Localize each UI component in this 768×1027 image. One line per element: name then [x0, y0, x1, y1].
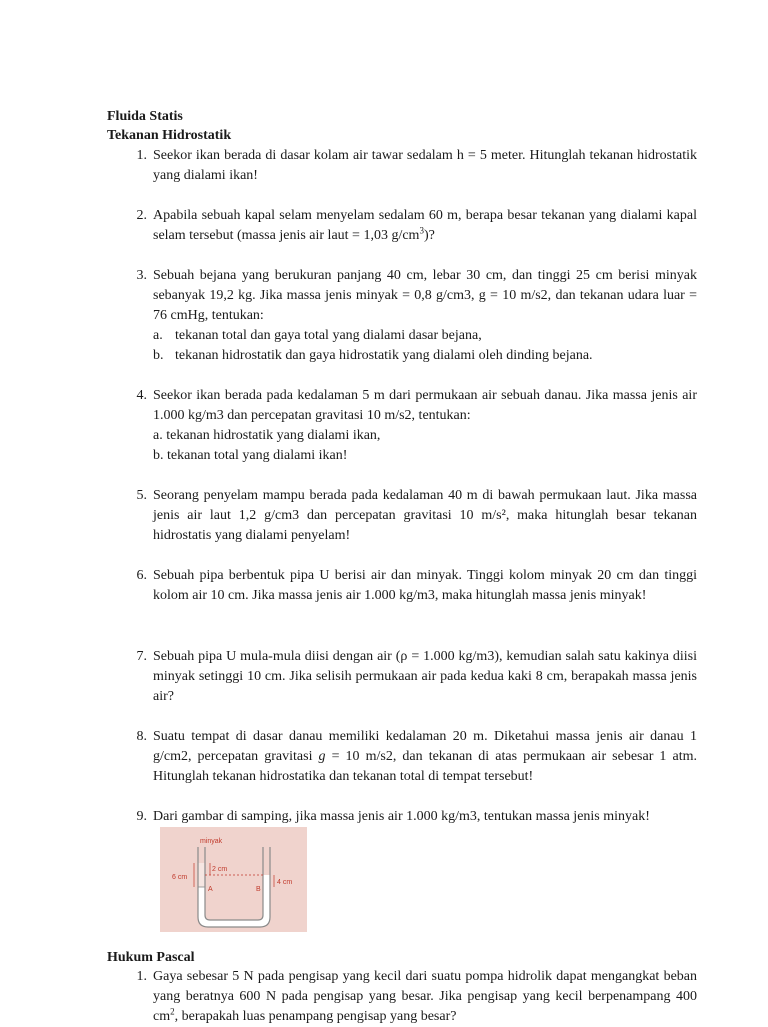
question-9 [107, 807, 697, 827]
question-2 [107, 206, 697, 246]
question-7 [107, 647, 697, 707]
question-text: Seekor ikan berada di dasar kolam air tawar sedalam h = 5 meter. Hitunglah tekanan hidrostatik yang dialami ikan! [153, 148, 697, 183]
question-number: 4. [136, 388, 147, 403]
label-2cm: 2 cm [212, 866, 228, 873]
question-number: 8. [136, 729, 147, 744]
label-minyak: minyak [200, 838, 223, 845]
pascal-question-1 [107, 967, 697, 1027]
question-text: Dari gambar di samping, jika massa jenis air 1.000 kg/m3, tentukan massa jenis minyak! [153, 809, 650, 824]
question-text: Seorang penyelam mampu berada pada kedalaman 40 m di bawah permukaan laut. Jika massa jenis air laut 1,2 g/cm3 dan percepatan gravitasi 10 m/s², maka hitunglah besar tekanan hidrostatis yang dialami penyelam! [153, 488, 697, 543]
label-4cm: 4 cm [277, 879, 293, 886]
question-text: Seekor ikan berada pada kedalaman 5 m dari permukaan air sebuah danau. Jika massa jenis air 1.000 kg/m3 dan percepatan gravitasi 10 m/s2, tentukan: [153, 388, 697, 423]
question-8 [107, 727, 697, 787]
question-text: Sebuah pipa berbentuk pipa U berisi air dan minyak. Tinggi kolom minyak 20 cm dan tinggi kolom air 10 cm. Jika massa jenis air 1.000 kg/m3, maka hitunglah massa jenis minyak! [153, 568, 697, 603]
question-4 [107, 386, 697, 466]
question-1 [107, 146, 697, 186]
document-title: Fluida Statis [107, 109, 183, 124]
question-5 [107, 486, 697, 546]
question-number: 7. [136, 649, 147, 664]
u-tube-figure [160, 827, 307, 932]
sub-item-a: a. tekanan hidrostatik yang dialami ikan, [153, 428, 381, 443]
label-a: A [208, 886, 213, 893]
question-text: Gaya sebesar 5 N pada pengisap yang kecil dari suatu pompa hidrolik dapat mengangkat beban yang beratnya 600 N pada pengisap yang besar. Jika pengisap yang kecil berpenampang 400 $cm^2$, berapakah luas penampang pengisap yang besar? [153, 969, 697, 1024]
question-text: Suatu tempat di dasar danau memiliki kedalaman 20 m. Diketahui massa jenis air danau 1 g/cm2, percepatan gravitasi g = 10 m/s2, dan tekanan di atas permukaan air sebesar 1 atm. Hitunglah tekanan hidrostatika dan tekanan total di tempat tersebut! [153, 729, 697, 784]
sub-item-b: b. tekanan total yang dialami ikan! [153, 448, 348, 463]
question-6 [107, 566, 697, 606]
section-heading-hidrostatik: Tekanan Hidrostatik [107, 128, 232, 143]
question-number: 6. [136, 568, 147, 583]
question-text: Sebuah pipa U mula-mula diisi dengan air (ρ = 1.000 kg/m3), kemudian salah satu kakinya diisi minyak setinggi 10 cm. Jika selisih permukaan air pada kedua kaki 8 cm, berapakah massa jenis air? [153, 649, 697, 704]
question-number: 1. [136, 969, 147, 984]
question-text: Apabila sebuah kapal selam menyelam sedalam 60 m, berapa besar tekanan yang dialami kapal selam tersebut (massa jenis air laut = 1,03 $g/cm^3$)? [153, 208, 697, 243]
question-number: 2. [136, 208, 147, 223]
u-tube-diagram [160, 827, 307, 932]
tube-inner-wall [205, 847, 263, 920]
question-number: 3. [136, 268, 147, 283]
question-text: Sebuah bejana yang berukuran panjang 40 cm, lebar 30 cm, dan tinggi 25 cm berisi minyak sebanyak 19,2 kg. Jika massa jenis minyak = 0,8 g/cm3, g = 10 m/s2, dan tekanan udara luar = 76 cmHg, tentukan: [153, 268, 697, 323]
sub-item-b: b. tekanan hidrostatik dan gaya hidrostatik yang dialami oleh dinding bejana. [153, 348, 593, 363]
question-number: 1. [136, 148, 147, 163]
sub-item-a: a. tekanan total dan gaya total yang dialami dasar bejana, [153, 328, 482, 343]
question-3 [107, 266, 697, 366]
question-number: 5. [136, 488, 147, 503]
water-column [198, 875, 270, 927]
question-number: 9. [136, 809, 147, 824]
label-b: B [256, 886, 261, 893]
label-6cm: 6 cm [172, 874, 188, 881]
section-heading-pascal: Hukum Pascal [107, 950, 195, 965]
oil-column [198, 863, 205, 887]
